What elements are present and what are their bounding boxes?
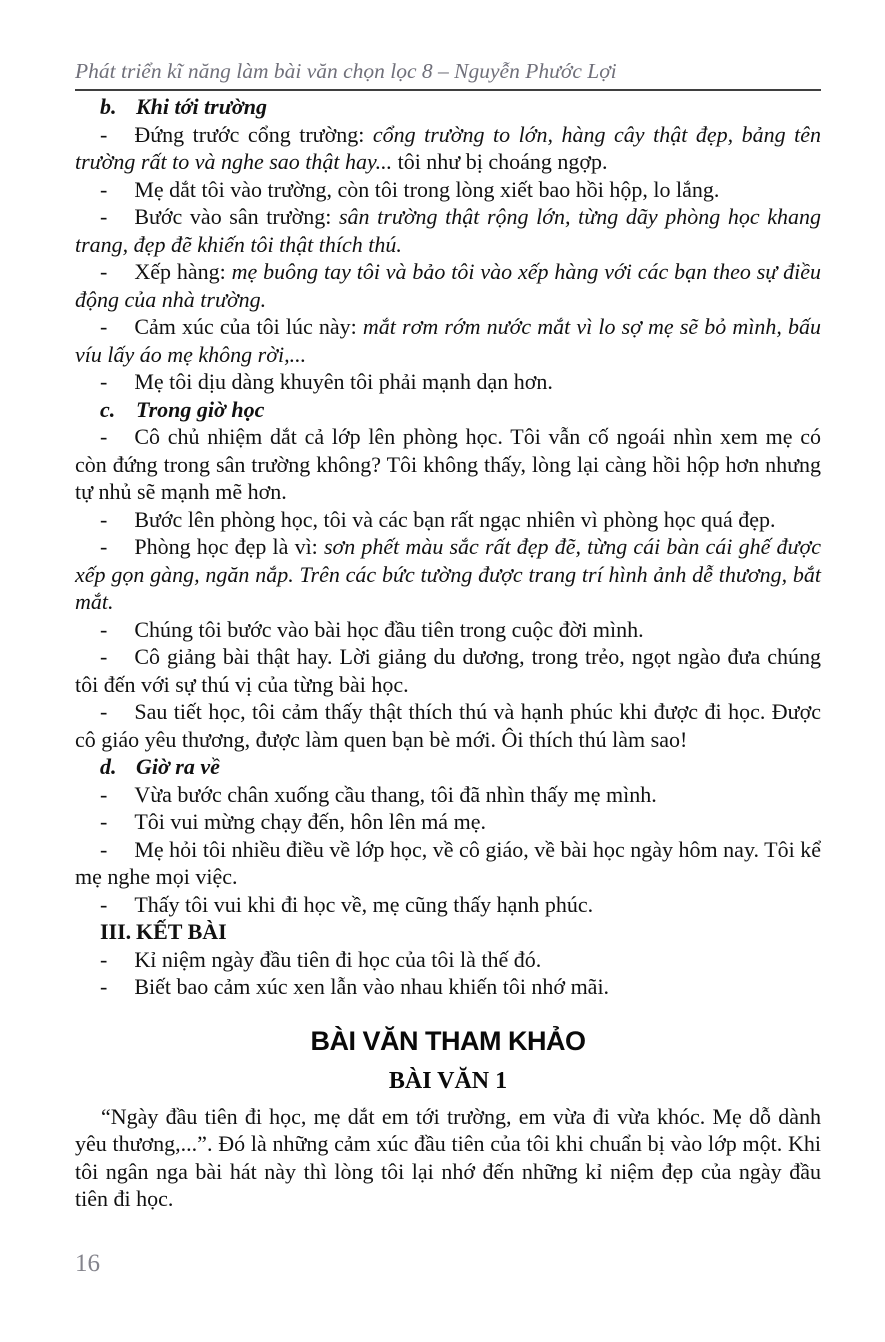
list-item	[75, 973, 821, 1001]
list-item	[75, 891, 821, 919]
reference-section-heading: BÀI VĂN THAM KHẢO	[310, 1025, 586, 1056]
list-item	[75, 643, 821, 698]
running-header	[75, 58, 821, 91]
text-run: sân trường thật rộng lớn, từng dãy phòng học khang trang, đẹp đẽ khiến tôi thật thích thú.	[75, 204, 821, 257]
dash-bullet: -	[100, 314, 108, 339]
section-label: d.	[100, 754, 117, 779]
dash-bullet: -	[100, 176, 108, 202]
list-item	[75, 313, 821, 368]
list-item	[75, 698, 821, 753]
running-header-title: Phát triển kĩ năng làm bài văn chọn lọc 8 – Nguyễn Phước Lợi	[75, 59, 617, 83]
text-run: Vừa bước chân xuống cầu thang, tôi đã nhìn thấy mẹ mình.	[134, 781, 657, 807]
section-heading	[75, 753, 821, 781]
text-run: Chúng tôi bước vào bài học đầu tiên trong cuộc đời mình.	[134, 616, 644, 642]
list-item	[75, 946, 821, 974]
section-title: Giờ ra về	[136, 754, 220, 779]
text-run: tôi như bị choáng ngợp.	[392, 149, 608, 174]
text-run: Xếp hàng:	[134, 259, 232, 284]
list-item	[75, 533, 821, 616]
section-label: III.	[100, 919, 132, 944]
text-run: Cô giảng bài thật hay. Lời giảng du dương, trong trẻo, ngọt ngào đưa chúng tôi đến với sự thú vị của từng bài học.	[75, 644, 821, 697]
text-run: Bước vào sân trường:	[134, 204, 339, 229]
dash-bullet: -	[100, 644, 108, 669]
dash-bullet: -	[100, 974, 108, 999]
page-number: 16	[75, 1250, 100, 1277]
text-run: Sau tiết học, tôi cảm thấy thật thích thú và hạnh phúc khi được đi học. Được cô giáo yêu thương, được làm quen bạn bè mới. Ôi thích thú làm sao!	[75, 699, 821, 752]
dash-bullet: -	[100, 699, 108, 724]
dash-bullet: -	[100, 809, 108, 834]
text-run: cổng trường to lớn, hàng cây thật đẹp, bảng tên trường rất to và nghe sao thật hay...	[75, 121, 821, 174]
text-run: Kỉ niệm ngày đầu tiên đi học của tôi là thế đó.	[134, 946, 542, 972]
text-run: Đứng trước cổng trường:	[134, 121, 373, 147]
dash-bullet: -	[100, 121, 108, 147]
section-heading	[75, 918, 821, 946]
text-run: Tôi vui mừng chạy đến, hôn lên má mẹ.	[134, 809, 486, 834]
list-item	[75, 423, 821, 506]
section-title: KẾT BÀI	[136, 919, 227, 944]
dash-bullet: -	[100, 891, 108, 917]
dash-bullet: -	[100, 204, 108, 229]
text-run: Mẹ hỏi tôi nhiều điều về lớp học, về cô giáo, về bài học ngày hôm nay. Tôi kể mẹ nghe mọi việc.	[75, 836, 821, 889]
reference-paragraph: “Ngày đầu tiên đi học, mẹ dắt em tới trường, em vừa đi vừa khóc. Mẹ dỗ dành yêu thương,...”. Đó là những cảm xúc đầu tiên của tôi khi chuẩn bị vào lớp một. Khi tôi ngân nga bài hát này thì lòng tôi lại nhớ đến những kỉ niệm đẹp của ngày đầu tiên đi học.	[75, 1103, 821, 1211]
text-run: Cảm xúc của tôi lúc này:	[134, 314, 363, 339]
text-run: Biết bao cảm xúc xen lẫn vào nhau khiến tôi nhớ mãi.	[134, 974, 610, 999]
dash-bullet: -	[100, 616, 108, 642]
list-item	[75, 808, 821, 836]
section-label: c.	[100, 396, 116, 422]
list-item	[75, 781, 821, 809]
dash-bullet: -	[100, 259, 108, 284]
dash-bullet: -	[100, 506, 108, 532]
dash-bullet: -	[100, 424, 108, 449]
dash-bullet: -	[100, 781, 108, 807]
list-item	[75, 368, 821, 396]
dash-bullet: -	[100, 836, 108, 862]
text-run: Thấy tôi vui khi đi học về, mẹ cũng thấy hạnh phúc.	[134, 891, 594, 917]
text-run: Cô chủ nhiệm dắt cả lớp lên phòng học. Tôi vẫn cố ngoái nhìn xem mẹ có còn đứng trong sân trường không? Tôi không thấy, lòng lại càng hồi hộp hơn nhưng tự nhủ sẽ mạnh mẽ hơn.	[75, 424, 821, 504]
text-run: Mẹ tôi dịu dàng khuyên tôi phải mạnh dạn hơn.	[134, 369, 553, 394]
dash-bullet: -	[100, 946, 108, 972]
list-item	[75, 836, 821, 891]
dash-bullet: -	[100, 534, 108, 559]
section-heading	[75, 93, 821, 121]
list-item	[75, 616, 821, 644]
text-run: sơn phết màu sắc rất đẹp đẽ, từng cái bàn cái ghế được xếp gọn gàng, ngăn nắp. Trên các bức tường được trang trí hình ảnh dễ thương, bắt mắt.	[75, 534, 821, 614]
section-title: Khi tới trường	[136, 94, 267, 119]
list-item	[75, 506, 821, 534]
section-heading	[75, 396, 821, 424]
text-run: Phòng học đẹp là vì:	[134, 534, 324, 559]
list-item	[75, 203, 821, 258]
dash-bullet: -	[100, 369, 108, 394]
text-run: mắt rơm rớm nước mắt vì lo sợ mẹ sẽ bỏ mình, bấu víu lấy áo mẹ không rời,...	[75, 314, 822, 367]
reference-essay-title: BÀI VĂN 1	[388, 1067, 508, 1094]
text-run: mẹ buông tay tôi và bảo tôi vào xếp hàng với các bạn theo sự điều động của nhà trường.	[75, 259, 822, 312]
text-run: Mẹ dắt tôi vào trường, còn tôi trong lòng xiết bao hồi hộp, lo lắng.	[134, 176, 720, 202]
list-item	[75, 258, 821, 313]
section-title: Trong giờ học	[136, 396, 265, 422]
text-run: Bước lên phòng học, tôi và các bạn rất ngạc nhiên vì phòng học quá đẹp.	[134, 506, 776, 532]
outline-content	[75, 93, 821, 1001]
list-item	[75, 121, 821, 176]
list-item	[75, 176, 821, 204]
section-label: b.	[100, 94, 117, 119]
